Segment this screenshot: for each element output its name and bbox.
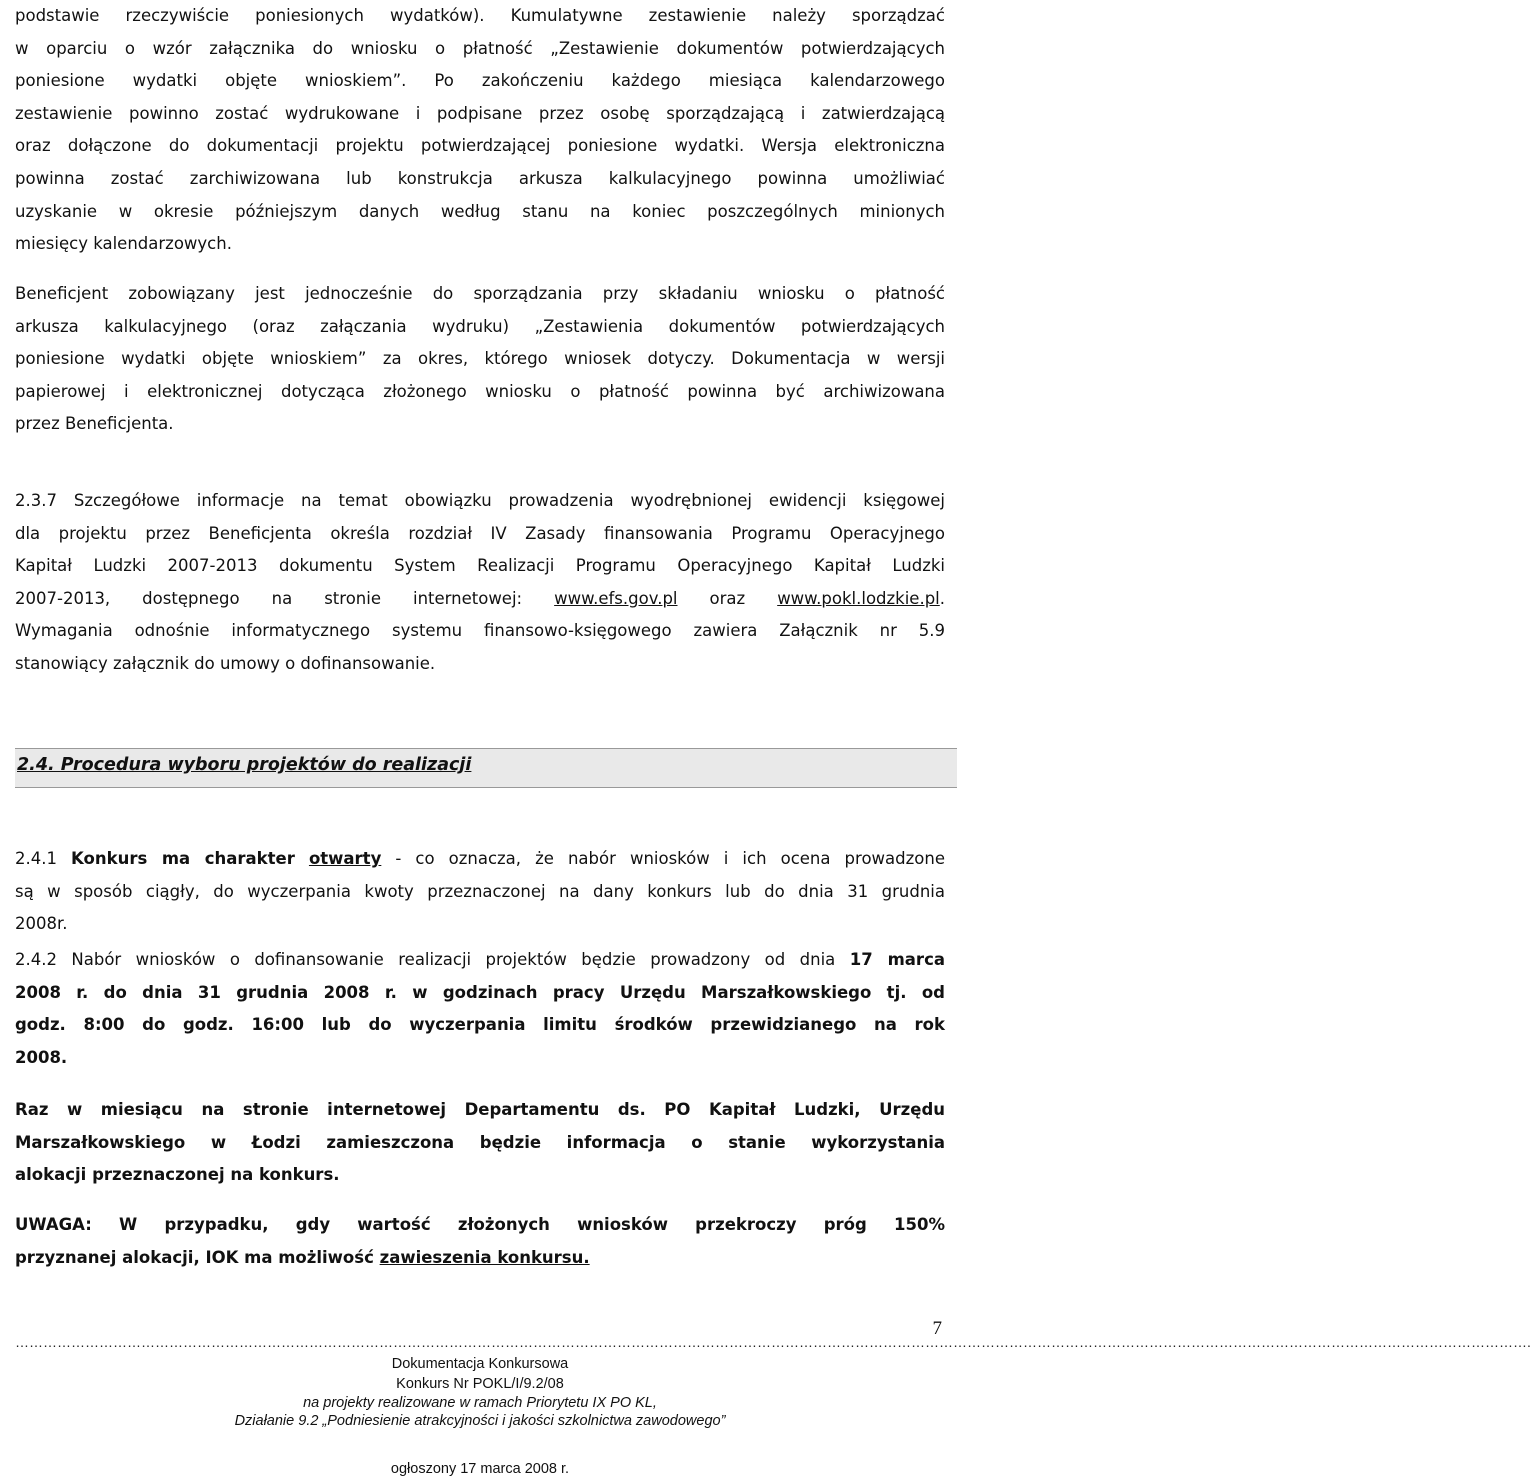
text-line — [15, 944, 945, 977]
paragraph-2-4-1 — [15, 843, 945, 941]
text-line: 2.3.7 Szczegółowe informacje na temat obowiązku prowadzenia wyodrębnionej ewidencji księgowej — [15, 491, 945, 510]
footer-announced-date: ogłoszony 17 marca 2008 r. — [390, 1461, 570, 1477]
text-line: stanowiący załącznik do umowy o dofinansowanie. — [15, 653, 436, 673]
footer-dotted-rule: ………………………………………………………………………………………………………………………………………………………………………………………………………………………………………………………………………………………………. — [15, 1334, 1531, 1350]
paragraph-summary-statement — [15, 0, 945, 261]
text-fragment: oraz — [709, 588, 746, 608]
text-fragment-bold: 17 marca — [849, 950, 945, 969]
text-fragment-bold-underlined: otwarty — [308, 849, 382, 868]
text-fragment: - co oznacza, że nabór wniosków i ich ocena prowadzone — [395, 849, 945, 868]
text-line: Beneficjent zobowiązany jest jednocześnie do sporządzania przy składaniu wniosku o płatność — [15, 284, 945, 303]
text-line: godz. 8:00 do godz. 16:00 lub do wyczerpania limitu środków przewidzianego na rok — [15, 1015, 945, 1035]
text-line: poniesione wydatki objęte wnioskiem”. Po zakończeniu każdego miesiąca kalendarzowego — [15, 71, 945, 91]
link-pokl-lodzkie[interactable]: www.pokl.lodzkie.pl — [777, 588, 940, 608]
footer-contest-number: Konkurs Nr POKL/I/9.2/08 — [396, 1376, 564, 1392]
footer-doc-title: Dokumentacja Konkursowa — [391, 1356, 569, 1372]
text-line — [15, 583, 945, 616]
text-line: Wymagania odnośnie informatycznego systemu finansowo-księgowego zawiera Załącznik nr 5.9 — [15, 621, 945, 641]
text-line: podstawie rzeczywiście poniesionych wydatków). Kumulatywne zestawienie należy sporządzać — [15, 6, 945, 25]
text-line: 2008r. — [15, 914, 68, 934]
text-line: 2008. — [15, 1047, 68, 1067]
paragraph-2-4-2 — [15, 944, 945, 1074]
text-line: papierowej i elektronicznej dotycząca złożonego wniosku o płatność powinna być archiwizowana — [15, 381, 945, 401]
text-fragment: . — [939, 588, 946, 608]
text-line: zestawienie powinno zostać wydrukowane i podpisane przez osobę sporządzającą i zatwierdzającą — [15, 103, 945, 123]
text-line: Marszałkowskiego w Łodzi zamieszczona będzie informacja o stanie wykorzystania — [15, 1132, 945, 1152]
paragraph-monthly-info — [15, 1094, 945, 1192]
footer-action: Działanie 9.2 „Podniesienie atrakcyjności i jakości szkolnictwa zawodowego” — [234, 1413, 726, 1429]
text-line: w oparciu o wzór załącznika do wniosku o płatność „Zestawienie dokumentów potwierdzających — [15, 38, 945, 58]
text-line: są w sposób ciągły, do wyczerpania kwoty przeznaczonej na dany konkurs lub do dnia 31 grudnia — [15, 881, 945, 901]
text-line: miesięcy kalendarzowych. — [15, 234, 232, 254]
section-heading: 2.4. Procedura wyboru projektów do realizacji — [17, 755, 472, 775]
text-line — [15, 1242, 945, 1275]
text-line: arkusza kalkulacyjnego (oraz załączania wydruku) „Zestawienia dokumentów potwierdzających — [15, 316, 945, 336]
text-line: powinna zostać zarchiwizowana lub konstrukcja arkusza kalkulacyjnego powinna umożliwiać — [15, 168, 945, 188]
text-line — [15, 843, 945, 876]
text-fragment-bold: Konkurs ma charakter — [71, 849, 295, 868]
link-efs[interactable]: www.efs.gov.pl — [554, 588, 678, 608]
text-line: UWAGA: W przypadku, gdy wartość złożonych wniosków przekroczy próg 150% — [15, 1215, 945, 1234]
text-fragment-underlined: zawieszenia konkursu. — [379, 1247, 590, 1267]
text-line: alokacji przeznaczonej na konkurs. — [15, 1165, 340, 1185]
text-line: oraz dołączone do dokumentacji projektu potwierdzającej poniesione wydatki. Wersja elektroniczna — [15, 136, 945, 156]
text-line: poniesione wydatki objęte wnioskiem” za okres, którego wniosek dotyczy. Dokumentacja w wersji — [15, 349, 945, 369]
text-fragment: 2007-2013, dostępnego na stronie internetowej: — [15, 588, 523, 608]
text-fragment: przyznanej alokacji, IOK ma możliwość — [15, 1247, 374, 1267]
text-fragment: 2.4.2 Nabór wniosków o dofinansowanie realizacji projektów będzie prowadzony od dnia — [15, 950, 836, 969]
text-fragment: 2.4.1 — [15, 849, 57, 868]
footer-priority: na projekty realizowane w ramach Priorytetu IX PO KL, — [303, 1395, 657, 1411]
section-heading-box — [15, 748, 957, 788]
page-number: 7 — [932, 1318, 942, 1339]
text-line: uzyskanie w okresie późniejszym danych według stanu na koniec poszczególnych minionych — [15, 201, 945, 221]
text-line: Raz w miesiącu na stronie internetowej Departamentu ds. PO Kapitał Ludzki, Urzędu — [15, 1100, 945, 1119]
text-line: Kapitał Ludzki 2007-2013 dokumentu System Realizacji Programu Operacyjnego Kapitał Ludzki — [15, 556, 945, 576]
text-line: przez Beneficjenta. — [15, 414, 174, 434]
paragraph-warning — [15, 1209, 945, 1274]
text-line: dla projektu przez Beneficjenta określa rozdział IV Zasady finansowania Programu Operacyjnego — [15, 523, 945, 543]
paragraph-beneficiary-obligation — [15, 278, 945, 441]
text-line: 2008 r. do dnia 31 grudnia 2008 r. w godzinach pracy Urzędu Marszałkowskiego tj. od — [15, 982, 945, 1002]
paragraph-2-3-7 — [15, 485, 945, 681]
